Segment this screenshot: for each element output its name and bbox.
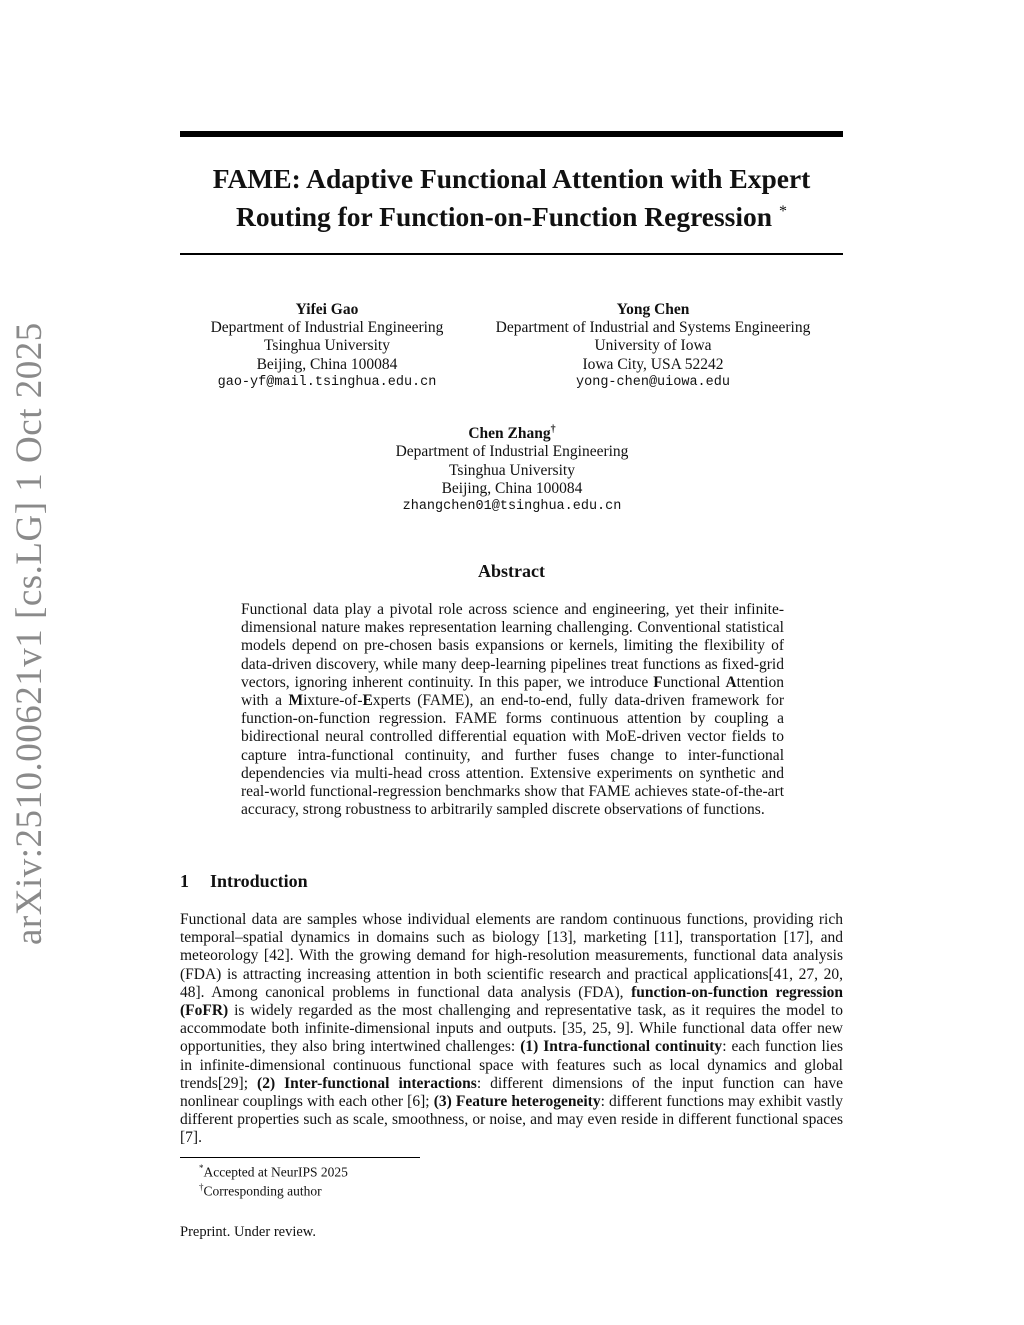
author-block-1 xyxy=(197,301,457,392)
acronym-letter-a: A xyxy=(725,673,737,691)
title-footnote-mark: * xyxy=(778,203,787,220)
paper-title xyxy=(180,162,843,233)
author-email[interactable]: zhangchen01@tsinghua.edu.cn xyxy=(402,498,622,514)
author-name: Chen Zhang xyxy=(468,425,551,443)
body-part: : different dimensions of the input function can have nonlinear couplings with each other [6]; xyxy=(180,1074,843,1111)
abstract-part: Functional data play a pivotal role across science and engineering, yet their infinite-dimensional nature makes representation learning challenging. Conventional statistical models depend on pre-chosen basis expansions or kernels, limiting the flexibility of data-driven discovery, while many deep-learning pipelines treat functions as fixed-grid vectors, ignoring inherent continuity. In this paper, we introduce xyxy=(241,601,784,691)
abstract-part: ttention with a xyxy=(241,673,784,710)
body-bold-term: (3) Feature heterogeneity xyxy=(433,1093,601,1111)
abstract-part: unctional xyxy=(662,673,726,691)
body-bold-term: (2) Inter-functional interactions xyxy=(257,1074,477,1092)
footnote-mark: * xyxy=(199,1163,204,1173)
body-bold-term: (1) Intra-functional continuity xyxy=(520,1038,723,1056)
section-title: Introduction xyxy=(210,871,308,891)
title-line-1: FAME: Adaptive Functional Attention with Expert xyxy=(212,163,811,194)
author-email[interactable]: yong-chen@uiowa.edu xyxy=(576,374,730,390)
abstract-text xyxy=(241,601,784,819)
footnote-mark: † xyxy=(199,1182,204,1192)
author-department: Department of Industrial and Systems Engineering xyxy=(495,319,811,337)
body-part: : each function lies in infinite-dimensional continuous functional space with features such as local dynamics and global trends[29]; xyxy=(180,1038,843,1092)
body-part: is widely regarded as the most challenging and representative task, as it requires the model to accommodate both infinite-dimensional inputs and outputs. [35, 25, 9]. While functional data offer new opportunities, they also bring intertwined challenges: xyxy=(180,1002,843,1056)
preprint-notice: Preprint. Under review. xyxy=(180,1224,316,1240)
author-footnote-mark: † xyxy=(550,424,556,435)
author-email[interactable]: gao-yf@mail.tsinghua.edu.cn xyxy=(217,374,437,390)
title-top-rule xyxy=(180,131,843,137)
acronym-letter-e: E xyxy=(362,692,373,710)
section-number: 1 xyxy=(180,871,189,891)
acronym-letter-f: F xyxy=(653,673,663,691)
footnote-text: Corresponding author xyxy=(203,1183,322,1199)
introduction-paragraph xyxy=(180,911,843,1148)
arxiv-identifier: arXiv:2510.00621v1 [cs.LG] 1 Oct 2025 xyxy=(9,322,50,945)
author-block-3 xyxy=(362,421,662,516)
author-organization: Tsinghua University xyxy=(264,337,390,355)
abstract-part: xperts (FAME), an end-to-end, fully data-driven framework for function-on-function regression. FAME forms continuous attention by coupling a bidirectional neural controlled differential equation with MoE-driven vector fields to capture intra-functional continuity, and further fuses change to inter-functional dependencies via multi-head cross attention. Extensive experiments on synthetic and real-world functional-regression benchmarks show that FAME achieves state-of-the-art accuracy, strong robustness to arbitrarily sampled discrete observations of functions. xyxy=(241,692,784,819)
title-bottom-rule xyxy=(180,253,843,255)
author-organization: Tsinghua University xyxy=(449,461,575,479)
footnote-2 xyxy=(199,1179,322,1200)
acronym-letter-m: M xyxy=(288,692,304,710)
author-block-2 xyxy=(478,301,828,392)
author-organization: University of Iowa xyxy=(594,337,712,355)
footnote-text: Accepted at NeurIPS 2025 xyxy=(203,1164,348,1180)
author-address: Iowa City, USA 52242 xyxy=(582,355,724,373)
body-part: : different functions may exhibit vastly different properties such as scale, smoothness, or noise, and may even reside in different functional spaces [7]. xyxy=(180,1093,843,1147)
author-name: Yifei Gao xyxy=(295,301,359,318)
author-address: Beijing, China 100084 xyxy=(256,355,398,373)
author-name: Yong Chen xyxy=(616,301,690,318)
footnote-rule xyxy=(180,1157,420,1158)
abstract-part: ixture-of- xyxy=(303,692,363,710)
author-department: Department of Industrial Engineering xyxy=(395,443,629,461)
abstract-heading: Abstract xyxy=(478,561,545,581)
author-department: Department of Industrial Engineering xyxy=(210,319,444,337)
author-name-wrapper xyxy=(362,421,662,443)
body-bold-term: function-on-function regression (FoFR) xyxy=(180,983,843,1020)
footnote-1 xyxy=(199,1160,348,1181)
title-line-2: Routing for Function-on-Function Regression xyxy=(236,201,773,232)
body-part: Functional data are samples whose individual elements are random continuous functions, providing rich temporal–spatial dynamics in domains such as biology [13], marketing [11], transportation [17], and meteorology [42]. With the growing demand for high-resolution measurements, functional data analysis (FDA) is attracting increasing attention in both scientific research and practical applications[41, 27, 20, 48]. Among canonical problems in functional data analysis (FDA), xyxy=(180,911,843,1001)
section-heading-introduction xyxy=(180,871,308,892)
author-address: Beijing, China 100084 xyxy=(441,479,583,497)
